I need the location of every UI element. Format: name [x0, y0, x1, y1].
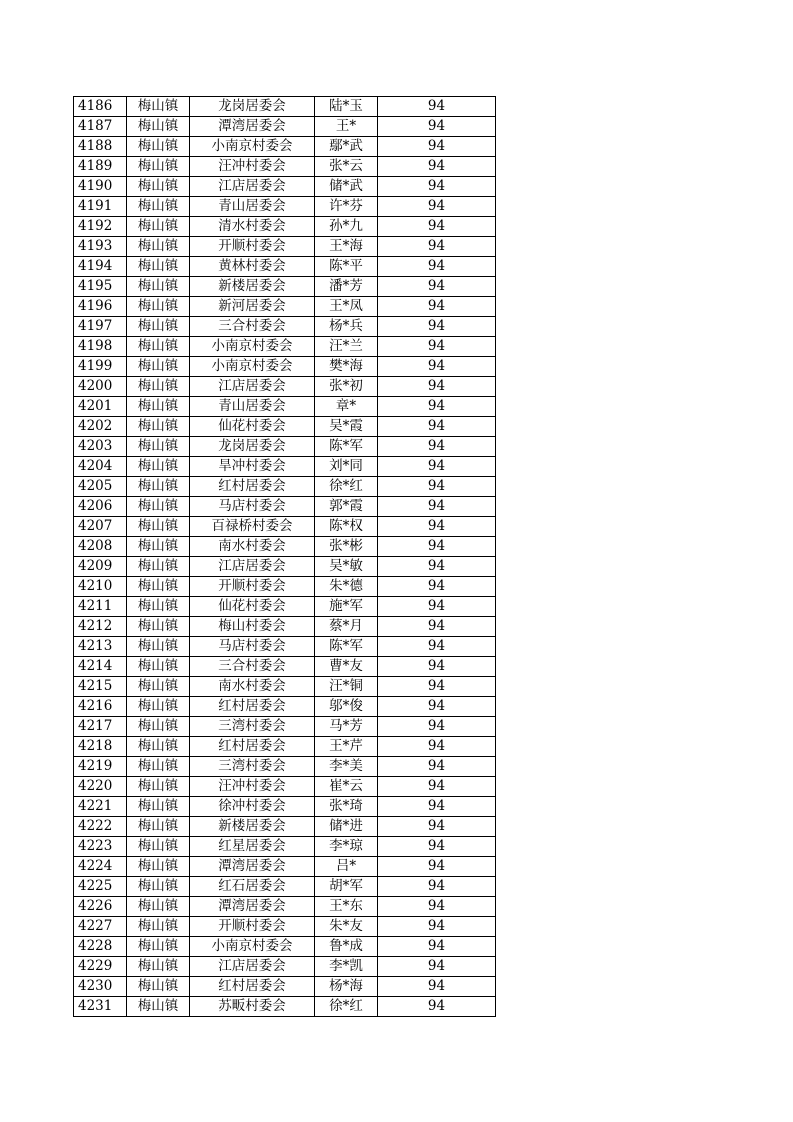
row-number: 4215: [74, 677, 127, 697]
town-cell: 梅山镇: [127, 217, 190, 237]
row-number: 4206: [74, 497, 127, 517]
name-cell: 孙*九: [315, 217, 378, 237]
table-row: [74, 197, 496, 217]
name-cell: 蔡*月: [315, 617, 378, 637]
score-cell: 94: [378, 897, 496, 917]
community-cell: 红村居委会: [190, 477, 315, 497]
name-cell: 潘*芳: [315, 277, 378, 297]
score-cell: 94: [378, 557, 496, 577]
town-cell: 梅山镇: [127, 517, 190, 537]
community-cell: 小南京村委会: [190, 357, 315, 377]
name-cell: 吴*敏: [315, 557, 378, 577]
table-row: [74, 797, 496, 817]
community-cell: 仙花村委会: [190, 597, 315, 617]
score-cell: 94: [378, 597, 496, 617]
community-cell: 红村居委会: [190, 697, 315, 717]
community-cell: 梅山村委会: [190, 617, 315, 637]
score-cell: 94: [378, 957, 496, 977]
community-cell: 马店村委会: [190, 637, 315, 657]
row-number: 4217: [74, 717, 127, 737]
row-number: 4201: [74, 397, 127, 417]
score-cell: 94: [378, 277, 496, 297]
name-cell: 张*初: [315, 377, 378, 397]
name-cell: 鄢*武: [315, 137, 378, 157]
row-number: 4228: [74, 937, 127, 957]
town-cell: 梅山镇: [127, 717, 190, 737]
score-cell: 94: [378, 777, 496, 797]
row-number: 4199: [74, 357, 127, 377]
community-cell: 小南京村委会: [190, 937, 315, 957]
town-cell: 梅山镇: [127, 797, 190, 817]
town-cell: 梅山镇: [127, 557, 190, 577]
row-number: 4190: [74, 177, 127, 197]
table-row: [74, 537, 496, 557]
community-cell: 红村居委会: [190, 977, 315, 997]
row-number: 4226: [74, 897, 127, 917]
row-number: 4189: [74, 157, 127, 177]
town-cell: 梅山镇: [127, 857, 190, 877]
score-cell: 94: [378, 477, 496, 497]
score-cell: 94: [378, 697, 496, 717]
score-cell: 94: [378, 397, 496, 417]
table-row: [74, 97, 496, 117]
table-row: [74, 497, 496, 517]
score-cell: 94: [378, 337, 496, 357]
name-cell: 王*: [315, 117, 378, 137]
community-cell: 旱冲村委会: [190, 457, 315, 477]
table-row: [74, 377, 496, 397]
row-number: 4216: [74, 697, 127, 717]
score-cell: 94: [378, 717, 496, 737]
community-cell: 三湾村委会: [190, 757, 315, 777]
community-cell: 新楼居委会: [190, 277, 315, 297]
town-cell: 梅山镇: [127, 697, 190, 717]
score-cell: 94: [378, 617, 496, 637]
table-row: [74, 957, 496, 977]
table-row: [74, 977, 496, 997]
name-cell: 郭*霞: [315, 497, 378, 517]
community-cell: 徐冲村委会: [190, 797, 315, 817]
town-cell: 梅山镇: [127, 737, 190, 757]
town-cell: 梅山镇: [127, 237, 190, 257]
score-cell: 94: [378, 817, 496, 837]
community-cell: 开顺村委会: [190, 917, 315, 937]
town-cell: 梅山镇: [127, 817, 190, 837]
community-cell: 青山居委会: [190, 197, 315, 217]
score-cell: 94: [378, 357, 496, 377]
community-cell: 百禄桥村委会: [190, 517, 315, 537]
name-cell: 章*: [315, 397, 378, 417]
row-number: 4193: [74, 237, 127, 257]
score-cell: 94: [378, 977, 496, 997]
table-row: [74, 637, 496, 657]
row-number: 4195: [74, 277, 127, 297]
score-cell: 94: [378, 197, 496, 217]
score-cell: 94: [378, 317, 496, 337]
row-number: 4194: [74, 257, 127, 277]
row-number: 4224: [74, 857, 127, 877]
table-row: [74, 517, 496, 537]
score-cell: 94: [378, 737, 496, 757]
name-cell: 王*东: [315, 897, 378, 917]
score-cell: 94: [378, 377, 496, 397]
table-row: [74, 997, 496, 1017]
town-cell: 梅山镇: [127, 917, 190, 937]
row-number: 4221: [74, 797, 127, 817]
name-cell: 徐*红: [315, 997, 378, 1017]
community-cell: 马店村委会: [190, 497, 315, 517]
community-cell: 开顺村委会: [190, 237, 315, 257]
name-cell: 储*武: [315, 177, 378, 197]
table-row: [74, 157, 496, 177]
roster-table-body: [74, 97, 496, 1017]
name-cell: 樊*海: [315, 357, 378, 377]
town-cell: 梅山镇: [127, 617, 190, 637]
name-cell: 刘*同: [315, 457, 378, 477]
row-number: 4230: [74, 977, 127, 997]
score-cell: 94: [378, 157, 496, 177]
name-cell: 马*芳: [315, 717, 378, 737]
row-number: 4188: [74, 137, 127, 157]
row-number: 4191: [74, 197, 127, 217]
table-row: [74, 697, 496, 717]
town-cell: 梅山镇: [127, 957, 190, 977]
name-cell: 邬*俊: [315, 697, 378, 717]
score-cell: 94: [378, 677, 496, 697]
table-row: [74, 877, 496, 897]
roster-sheet: [73, 96, 496, 1017]
score-cell: 94: [378, 637, 496, 657]
town-cell: 梅山镇: [127, 977, 190, 997]
table-row: [74, 777, 496, 797]
name-cell: 张*云: [315, 157, 378, 177]
row-number: 4222: [74, 817, 127, 837]
town-cell: 梅山镇: [127, 477, 190, 497]
row-number: 4212: [74, 617, 127, 637]
score-cell: 94: [378, 237, 496, 257]
community-cell: 三合村委会: [190, 317, 315, 337]
name-cell: 陈*军: [315, 437, 378, 457]
community-cell: 江店居委会: [190, 377, 315, 397]
row-number: 4186: [74, 97, 127, 117]
town-cell: 梅山镇: [127, 437, 190, 457]
town-cell: 梅山镇: [127, 457, 190, 477]
community-cell: 开顺村委会: [190, 577, 315, 597]
score-cell: 94: [378, 797, 496, 817]
name-cell: 储*进: [315, 817, 378, 837]
score-cell: 94: [378, 517, 496, 537]
name-cell: 徐*红: [315, 477, 378, 497]
name-cell: 王*芹: [315, 737, 378, 757]
town-cell: 梅山镇: [127, 97, 190, 117]
community-cell: 江店居委会: [190, 557, 315, 577]
community-cell: 小南京村委会: [190, 337, 315, 357]
name-cell: 李*琼: [315, 837, 378, 857]
row-number: 4227: [74, 917, 127, 937]
table-row: [74, 357, 496, 377]
table-row: [74, 857, 496, 877]
name-cell: 杨*海: [315, 977, 378, 997]
community-cell: 清水村委会: [190, 217, 315, 237]
name-cell: 杨*兵: [315, 317, 378, 337]
name-cell: 许*芬: [315, 197, 378, 217]
town-cell: 梅山镇: [127, 417, 190, 437]
town-cell: 梅山镇: [127, 337, 190, 357]
name-cell: 汪*铜: [315, 677, 378, 697]
score-cell: 94: [378, 497, 496, 517]
community-cell: 红星居委会: [190, 837, 315, 857]
table-row: [74, 837, 496, 857]
community-cell: 三合村委会: [190, 657, 315, 677]
town-cell: 梅山镇: [127, 257, 190, 277]
row-number: 4196: [74, 297, 127, 317]
table-row: [74, 397, 496, 417]
score-cell: 94: [378, 457, 496, 477]
town-cell: 梅山镇: [127, 317, 190, 337]
row-number: 4205: [74, 477, 127, 497]
row-number: 4204: [74, 457, 127, 477]
community-cell: 黄林村委会: [190, 257, 315, 277]
score-cell: 94: [378, 577, 496, 597]
town-cell: 梅山镇: [127, 397, 190, 417]
table-row: [74, 737, 496, 757]
row-number: 4223: [74, 837, 127, 857]
name-cell: 胡*军: [315, 877, 378, 897]
town-cell: 梅山镇: [127, 897, 190, 917]
town-cell: 梅山镇: [127, 657, 190, 677]
name-cell: 陈*军: [315, 637, 378, 657]
community-cell: 三湾村委会: [190, 717, 315, 737]
community-cell: 南水村委会: [190, 677, 315, 697]
row-number: 4213: [74, 637, 127, 657]
community-cell: 青山居委会: [190, 397, 315, 417]
community-cell: 龙岗居委会: [190, 97, 315, 117]
town-cell: 梅山镇: [127, 537, 190, 557]
row-number: 4202: [74, 417, 127, 437]
table-row: [74, 177, 496, 197]
table-row: [74, 417, 496, 437]
town-cell: 梅山镇: [127, 297, 190, 317]
table-row: [74, 617, 496, 637]
table-row: [74, 317, 496, 337]
table-row: [74, 937, 496, 957]
score-cell: 94: [378, 657, 496, 677]
town-cell: 梅山镇: [127, 277, 190, 297]
score-cell: 94: [378, 137, 496, 157]
row-number: 4187: [74, 117, 127, 137]
table-row: [74, 217, 496, 237]
town-cell: 梅山镇: [127, 577, 190, 597]
name-cell: 吕*: [315, 857, 378, 877]
name-cell: 吴*霞: [315, 417, 378, 437]
name-cell: 朱*友: [315, 917, 378, 937]
table-row: [74, 717, 496, 737]
community-cell: 汪冲村委会: [190, 777, 315, 797]
table-row: [74, 577, 496, 597]
town-cell: 梅山镇: [127, 357, 190, 377]
row-number: 4225: [74, 877, 127, 897]
name-cell: 施*军: [315, 597, 378, 617]
name-cell: 张*彬: [315, 537, 378, 557]
row-number: 4231: [74, 997, 127, 1017]
row-number: 4210: [74, 577, 127, 597]
town-cell: 梅山镇: [127, 837, 190, 857]
town-cell: 梅山镇: [127, 777, 190, 797]
score-cell: 94: [378, 857, 496, 877]
row-number: 4208: [74, 537, 127, 557]
table-row: [74, 257, 496, 277]
score-cell: 94: [378, 297, 496, 317]
table-row: [74, 337, 496, 357]
table-row: [74, 457, 496, 477]
row-number: 4220: [74, 777, 127, 797]
table-row: [74, 817, 496, 837]
table-row: [74, 557, 496, 577]
community-cell: 潭湾居委会: [190, 897, 315, 917]
town-cell: 梅山镇: [127, 497, 190, 517]
town-cell: 梅山镇: [127, 377, 190, 397]
name-cell: 曹*友: [315, 657, 378, 677]
community-cell: 汪冲村委会: [190, 157, 315, 177]
community-cell: 新楼居委会: [190, 817, 315, 837]
town-cell: 梅山镇: [127, 997, 190, 1017]
row-number: 4203: [74, 437, 127, 457]
table-row: [74, 277, 496, 297]
row-number: 4229: [74, 957, 127, 977]
row-number: 4197: [74, 317, 127, 337]
table-row: [74, 917, 496, 937]
name-cell: 王*凤: [315, 297, 378, 317]
score-cell: 94: [378, 97, 496, 117]
community-cell: 潭湾居委会: [190, 857, 315, 877]
table-row: [74, 137, 496, 157]
row-number: 4218: [74, 737, 127, 757]
row-number: 4192: [74, 217, 127, 237]
name-cell: 陈*平: [315, 257, 378, 277]
community-cell: 龙岗居委会: [190, 437, 315, 457]
town-cell: 梅山镇: [127, 197, 190, 217]
row-number: 4211: [74, 597, 127, 617]
community-cell: 红石居委会: [190, 877, 315, 897]
town-cell: 梅山镇: [127, 137, 190, 157]
score-cell: 94: [378, 117, 496, 137]
name-cell: 张*琦: [315, 797, 378, 817]
score-cell: 94: [378, 217, 496, 237]
name-cell: 崔*云: [315, 777, 378, 797]
table-row: [74, 677, 496, 697]
name-cell: 陆*玉: [315, 97, 378, 117]
score-cell: 94: [378, 757, 496, 777]
roster-table: [73, 96, 496, 1017]
table-row: [74, 597, 496, 617]
town-cell: 梅山镇: [127, 877, 190, 897]
table-row: [74, 297, 496, 317]
name-cell: 李*凯: [315, 957, 378, 977]
name-cell: 汪*兰: [315, 337, 378, 357]
row-number: 4200: [74, 377, 127, 397]
name-cell: 李*美: [315, 757, 378, 777]
score-cell: 94: [378, 937, 496, 957]
town-cell: 梅山镇: [127, 597, 190, 617]
town-cell: 梅山镇: [127, 637, 190, 657]
community-cell: 江店居委会: [190, 957, 315, 977]
name-cell: 鲁*成: [315, 937, 378, 957]
score-cell: 94: [378, 917, 496, 937]
community-cell: 潭湾居委会: [190, 117, 315, 137]
row-number: 4219: [74, 757, 127, 777]
town-cell: 梅山镇: [127, 157, 190, 177]
community-cell: 小南京村委会: [190, 137, 315, 157]
community-cell: 仙花村委会: [190, 417, 315, 437]
table-row: [74, 437, 496, 457]
table-row: [74, 477, 496, 497]
table-row: [74, 117, 496, 137]
town-cell: 梅山镇: [127, 117, 190, 137]
score-cell: 94: [378, 177, 496, 197]
community-cell: 江店居委会: [190, 177, 315, 197]
row-number: 4207: [74, 517, 127, 537]
town-cell: 梅山镇: [127, 757, 190, 777]
row-number: 4198: [74, 337, 127, 357]
community-cell: 苏畈村委会: [190, 997, 315, 1017]
town-cell: 梅山镇: [127, 677, 190, 697]
name-cell: 陈*权: [315, 517, 378, 537]
row-number: 4214: [74, 657, 127, 677]
score-cell: 94: [378, 837, 496, 857]
table-row: [74, 237, 496, 257]
score-cell: 94: [378, 437, 496, 457]
table-row: [74, 757, 496, 777]
score-cell: 94: [378, 257, 496, 277]
community-cell: 南水村委会: [190, 537, 315, 557]
town-cell: 梅山镇: [127, 937, 190, 957]
row-number: 4209: [74, 557, 127, 577]
community-cell: 新河居委会: [190, 297, 315, 317]
score-cell: 94: [378, 417, 496, 437]
score-cell: 94: [378, 877, 496, 897]
table-row: [74, 657, 496, 677]
score-cell: 94: [378, 997, 496, 1017]
table-row: [74, 897, 496, 917]
community-cell: 红村居委会: [190, 737, 315, 757]
name-cell: 王*海: [315, 237, 378, 257]
town-cell: 梅山镇: [127, 177, 190, 197]
name-cell: 朱*德: [315, 577, 378, 597]
score-cell: 94: [378, 537, 496, 557]
